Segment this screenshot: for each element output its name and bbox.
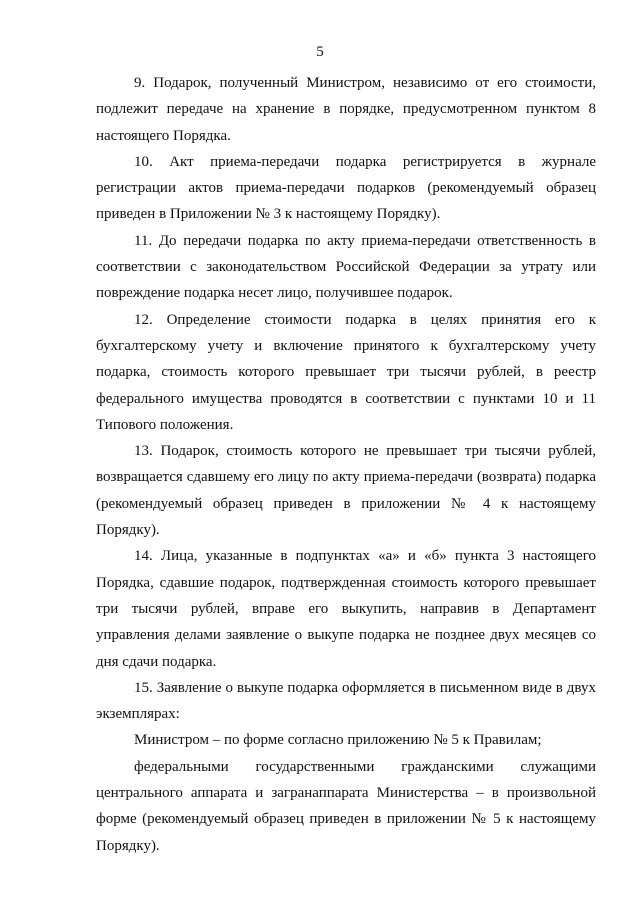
paragraph-12: 12. Определение стоимости подарка в целях принятия его к бухгалтерскому учету и включение принятого к бухгалтерскому учету подарка, стоимость которого превышает три тысячи рублей, в реестр федерального имущества проводятся в соответствии с пунктами 10 и 11 Типового положения.	[96, 311, 596, 433]
paragraph-13: 13. Подарок, стоимость которого не превышает три тысячи рублей, возвращается сдавшему его лицу по акту приема-передачи (возврата) подарка (рекомендуемый образец приведен в приложении № 4 к настоящему Порядку).	[96, 443, 596, 539]
paragraph-15: 15. Заявление о выкупе подарка оформляется в письменном виде в двух экземплярах:	[96, 679, 596, 723]
paragraph-15-civil-servants: федеральными государственными гражданскими служащими центрального аппарата и загранаппарата Министерства – в произвольной форме (рекомендуемый образец приведен в приложении № 5 к настоящему Порядку).	[96, 758, 596, 854]
paragraph-11: 11. До передачи подарка по акту приема-передачи ответственность в соответствии с законодательством Российской Федерации за утрату или повреждение подарка несет лицо, получившее подарок.	[96, 232, 596, 302]
paragraph-9: 9. Подарок, полученный Министром, независимо от его стоимости, подлежит передаче на хранение в порядке, предусмотренном пунктом 8 настоящего Порядка.	[96, 75, 596, 144]
paragraph-15-minister: Министром – по форме согласно приложению № 5 к Правилам;	[134, 732, 542, 749]
paragraph-14: 14. Лица, указанные в подпунктах «а» и «б» пункта 3 настоящего Порядка, сдавшие подарок, подтвержденная стоимость которого превышает три тысячи рублей, вправе его выкупить, направив в Департамент управления делами заявление о выкупе подарка не позднее двух месяцев со дня сдачи подарка.	[96, 548, 596, 670]
paragraph-10: 10. Акт приема-передачи подарка регистрируется в журнале регистрации актов приема-передачи подарков (рекомендуемый образец приведен в Приложении № 3 к настоящему Порядку).	[96, 153, 596, 223]
document-body	[96, 70, 596, 859]
page-number: 5	[316, 44, 324, 60]
